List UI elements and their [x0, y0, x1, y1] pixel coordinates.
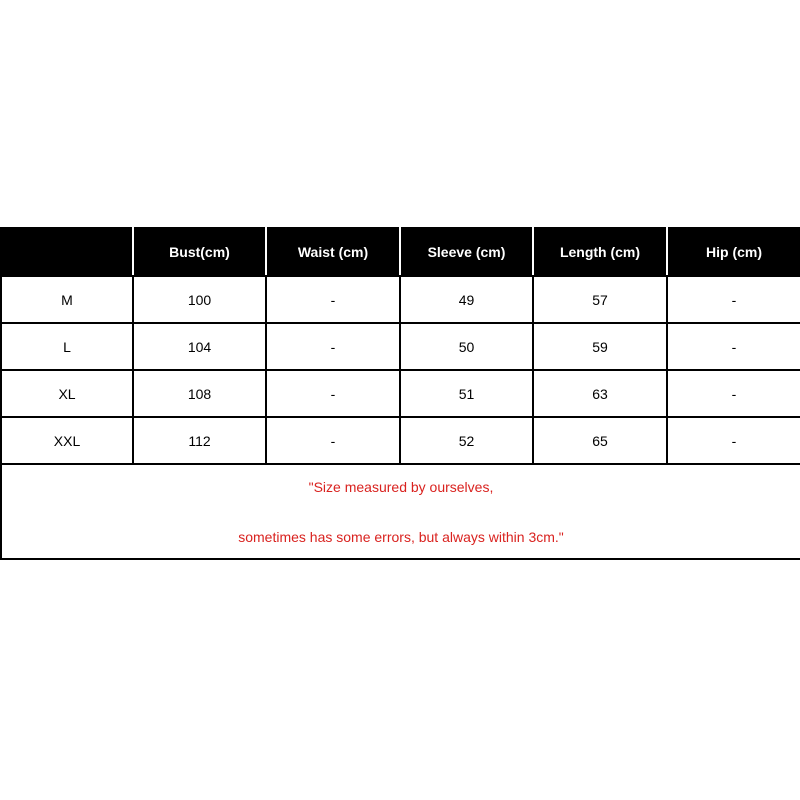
cell-bust: 104 [133, 323, 266, 370]
header-bust: Bust(cm) [133, 228, 266, 276]
note-line-1: "Size measured by ourselves, [308, 478, 494, 495]
cell-length: 65 [533, 417, 667, 464]
header-length: Length (cm) [533, 228, 667, 276]
cell-hip: - [667, 276, 800, 323]
header-sleeve: Sleeve (cm) [400, 228, 533, 276]
cell-waist: - [266, 417, 400, 464]
cell-waist: - [266, 370, 400, 417]
cell-size: XXL [1, 417, 133, 464]
note-row [1, 464, 800, 559]
cell-length: 63 [533, 370, 667, 417]
table-row [1, 370, 800, 417]
cell-bust: 112 [133, 417, 266, 464]
cell-sleeve: 52 [400, 417, 533, 464]
cell-sleeve: 49 [400, 276, 533, 323]
cell-size: L [1, 323, 133, 370]
cell-bust: 108 [133, 370, 266, 417]
measurement-note [1, 464, 800, 559]
cell-sleeve: 50 [400, 323, 533, 370]
cell-sleeve: 51 [400, 370, 533, 417]
header-size [1, 228, 133, 276]
cell-hip: - [667, 417, 800, 464]
table-row [1, 276, 800, 323]
cell-length: 57 [533, 276, 667, 323]
cell-length: 59 [533, 323, 667, 370]
table-header-row [1, 228, 800, 276]
note-line-2: sometimes has some errors, but always within 3cm." [238, 528, 564, 545]
cell-waist: - [266, 276, 400, 323]
cell-size: M [1, 276, 133, 323]
cell-hip: - [667, 323, 800, 370]
header-waist: Waist (cm) [266, 228, 400, 276]
cell-hip: - [667, 370, 800, 417]
size-chart-table [0, 227, 800, 560]
cell-size: XL [1, 370, 133, 417]
cell-waist: - [266, 323, 400, 370]
header-hip: Hip (cm) [667, 228, 800, 276]
table-row [1, 417, 800, 464]
table-row [1, 323, 800, 370]
cell-bust: 100 [133, 276, 266, 323]
